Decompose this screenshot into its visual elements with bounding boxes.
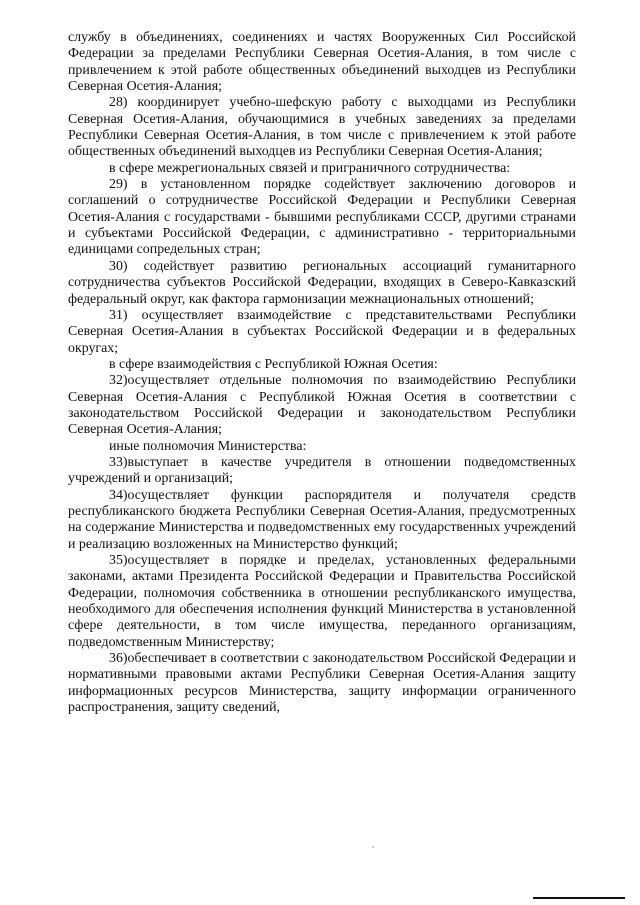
section-heading: иные полномочия Министерства: [109,438,307,454]
paragraph-item-32: 32)осуществляет отдельные полномочия по взаимодействию Республики Северная Осетия-Алания с Республикой Южная Осетия в соответствии с законодательством Российской Федерации и законодательством Республики Северная Осетия-Алания; [68,373,576,438]
paragraph-item-34: 34)осуществляет функции распорядителя и получателя средств республиканского бюджета Республики Северная Осетия-Алания, предусмотренных на содержание Министерства и подведомственных ему государственных учреждений и реализацию возложенных на Министерство функций; [68,487,576,552]
paragraph-item-31: 31) осуществляет взаимодействие с представительствами Республики Северная Осетия-Алания в субъектах Российской Федерации и в федеральных округах; [68,307,576,356]
document-body [68,30,576,716]
footer-rule [533,897,625,899]
paragraph-item-33: 33)выступает в качестве учредителя в отношении подведомственных учреждений и организаций; [68,454,576,487]
section-heading: в сфере взаимодействия с Республикой Южная Осетия: [109,356,438,372]
section-heading: в сфере межрегиональных связей и приграничного сотрудничества: [109,160,511,176]
paragraph-item-36: 36)обеспечивает в соответствии с законодательством Российской Федерации и нормативными правовыми актами Республики Северная Осетия-Алания защиту информационных ресурсов Министерства, защиту информации ограниченного распространения, защиту сведений, [68,651,576,716]
paragraph-item-30: 30) содействует развитию региональных ассоциаций гуманитарного сотрудничества субъектов Российской Федерации, входящих в Северо-Кавказский федеральный округ, как фактора гармонизации межнациональных отношений; [68,258,576,307]
paragraph-item-29: 29) в установленном порядке содействует заключению договоров и соглашений о сотрудничестве Российской Федерации и Республики Северная Осетия-Алания с государствами - бывшими республиками СССР, другими странами и субъектами Российской Федерации, с административно - территориальными единицами сопредельных стран; [68,177,576,258]
scan-speck [372,846,374,848]
paragraph: службу в объединениях, соединениях и частях Вооруженных Сил Российской Федерации за пределами Республики Северная Осетия-Алания, в том числе с привлечением к этой работе общественных объединений выходцев из Республики Северная Осетия-Алания; [68,30,576,95]
paragraph-item-28: 28) координирует учебно-шефскую работу с выходцами из Республики Северная Осетия-Алания, обучающимися в учебных заведениях за пределами Республики Северная Осетия-Алания, в том числе с привлечением к этой работе общественных объединений выходцев из Республики Северная Осетия-Алания; [68,95,576,160]
paragraph-item-35: 35)осуществляет в порядке и пределах, установленных федеральными законами, актами Президента Российской Федерации и Правительства Российской Федерации, полномочия собственника в отношении республиканского имущества, необходимого для обеспечения исполнения функций Министерства в установленной сфере деятельности, в том числе имущества, переданного организациям, подведомственным Министерству; [68,553,576,650]
